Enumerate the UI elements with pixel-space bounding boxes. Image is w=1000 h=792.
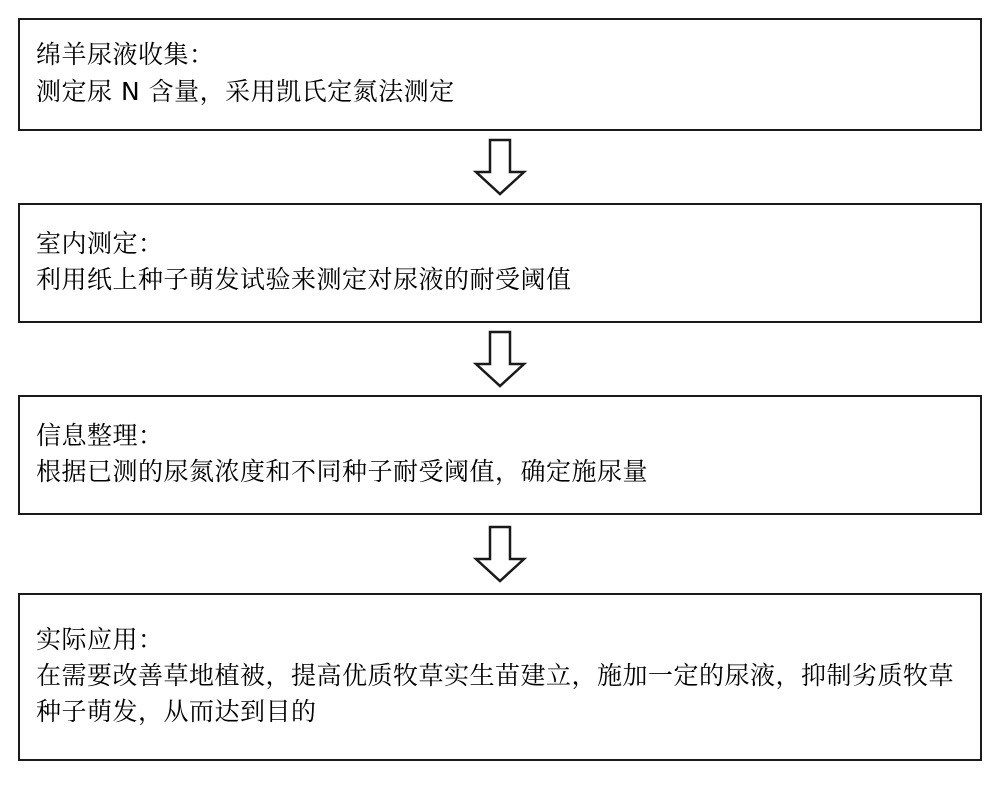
flow-node-sheep-urine-collection [18, 18, 982, 131]
flow-node-title: 绵羊尿液收集： [36, 40, 215, 70]
flow-node-body: 利用纸上种子萌发试验来测定对尿液的耐受阈值 [36, 265, 572, 294]
flow-node-body: 在需要改善草地植被，提高优质牧草实生苗建立，施加一定的尿液，抑制劣质牧草种子萌发，从而达到目的 [36, 660, 955, 727]
down-arrow-icon [470, 138, 530, 196]
connector-arrow-2 [18, 323, 982, 395]
flow-node-practical-application [18, 593, 982, 761]
flow-node-title: 室内测定： [36, 228, 164, 258]
flow-node-body: 根据已测的尿氮浓度和不同种子耐受阈值，确定施尿量 [36, 457, 649, 486]
connector-arrow-3 [18, 515, 982, 593]
flow-node-indoor-measurement [18, 203, 982, 323]
flow-node-information-organization [18, 395, 982, 515]
down-arrow-icon [470, 330, 530, 388]
flow-node-body: 测定尿 N 含量，采用凯氏定氮法测定 [36, 76, 455, 106]
flow-node-title: 信息整理： [36, 420, 164, 450]
down-arrow-icon [470, 525, 530, 583]
connector-arrow-1 [18, 131, 982, 203]
flow-node-title: 实际应用： [36, 624, 164, 654]
